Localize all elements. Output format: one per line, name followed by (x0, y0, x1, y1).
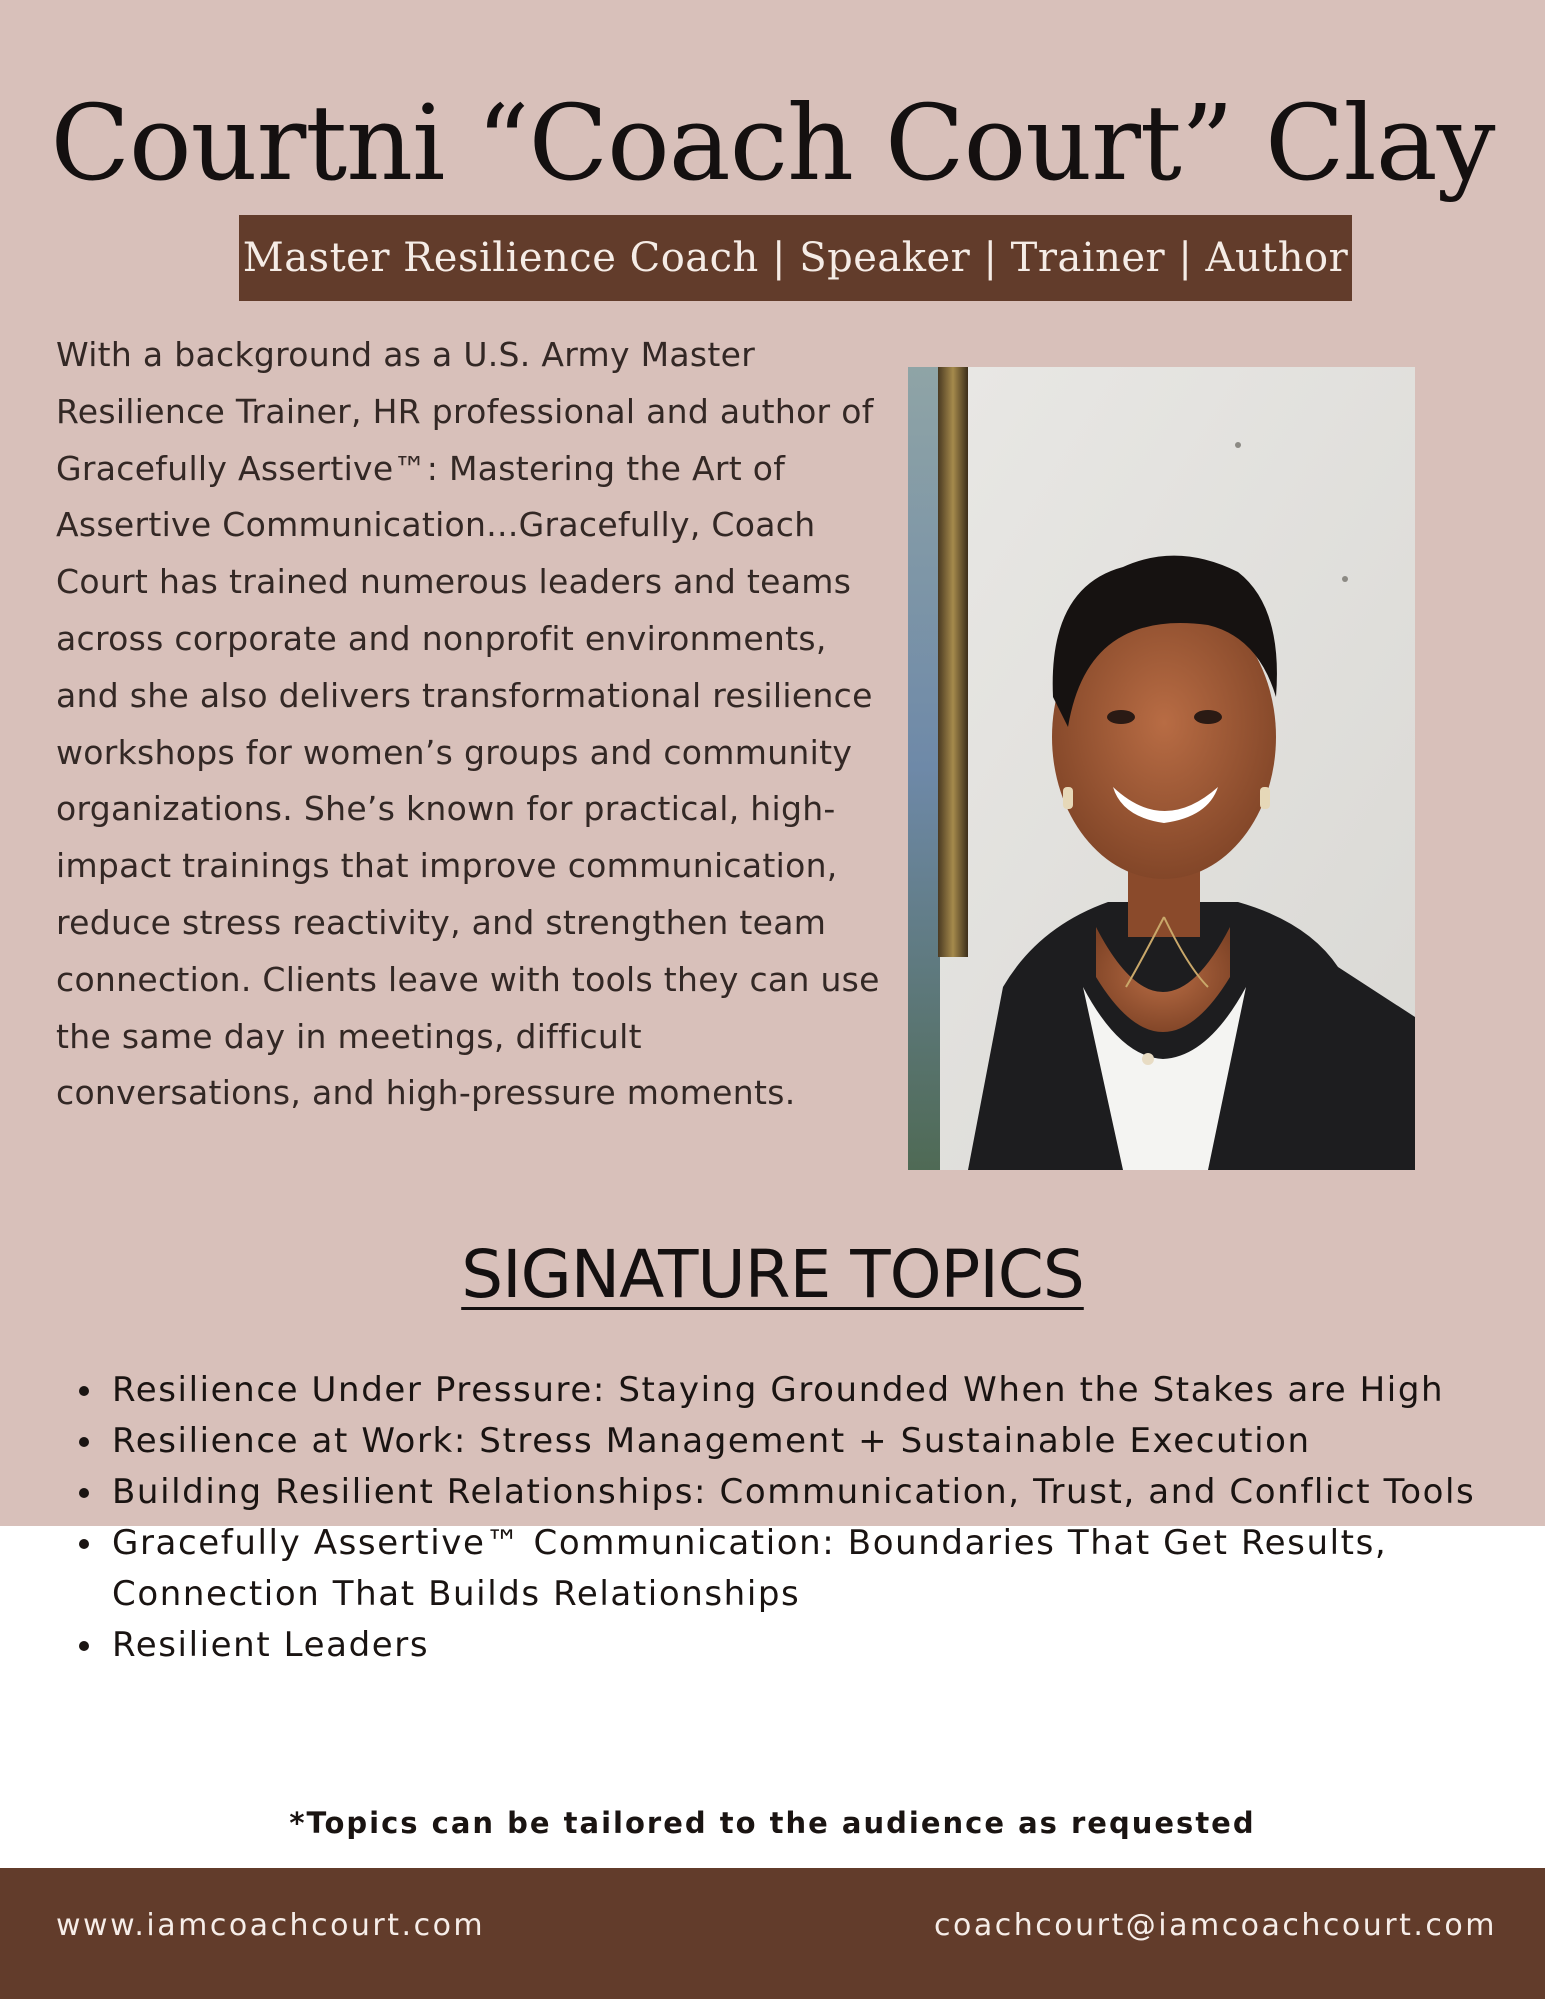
website-link[interactable]: www.iamcoachcourt.com (56, 1908, 486, 1943)
portrait-illustration (908, 367, 1415, 1170)
topics-list (70, 1365, 1545, 1671)
list-item: • Gracefully Assertive™ Communication: Boundaries That Get Results, Connection That Builds Relationships (106, 1518, 1545, 1620)
list-item: • Resilient Leaders (106, 1620, 1545, 1671)
roles-banner (239, 215, 1352, 301)
topics-footnote: *Topics can be tailored to the audience as requested (289, 1806, 1256, 1840)
email-link[interactable]: coachcourt@iamcoachcourt.com (934, 1908, 1497, 1943)
contact-footer (0, 1868, 1545, 1999)
page-title: Courtni “Coach Court” Clay (50, 82, 1495, 204)
portrait-photo (908, 367, 1415, 1170)
list-item: • Resilience Under Pressure: Staying Grounded When the Stakes are High (106, 1365, 1545, 1416)
signature-topics-heading-text: SIGNATURE TOPICS (461, 1236, 1084, 1313)
list-item: • Building Resilient Relationships: Communication, Trust, and Conflict Tools (106, 1467, 1545, 1518)
list-item: • Resilience at Work: Stress Management + Sustainable Execution (106, 1416, 1545, 1467)
roles-text: Master Resilience Coach | Speaker | Trainer | Author (242, 235, 1349, 281)
signature-topics-heading (0, 1230, 1545, 1320)
bio-paragraph: With a background as a U.S. Army Master Resilience Trainer, HR professional and author of Gracefully Assertive™: Mastering the Art of Assertive Communication...Gracefully, Coach Court has trained numerous leaders and teams across corporate and nonprofit environments, and she also delivers transformational resilience workshops for women’s groups and community organizations. She’s known for practical, high-impact trainings that improve communication, reduce stress reactivity, and strengthen team connection. Clients leave with tools they can use the same day in meetings, difficult conversations, and high-pressure moments. (56, 335, 880, 1113)
